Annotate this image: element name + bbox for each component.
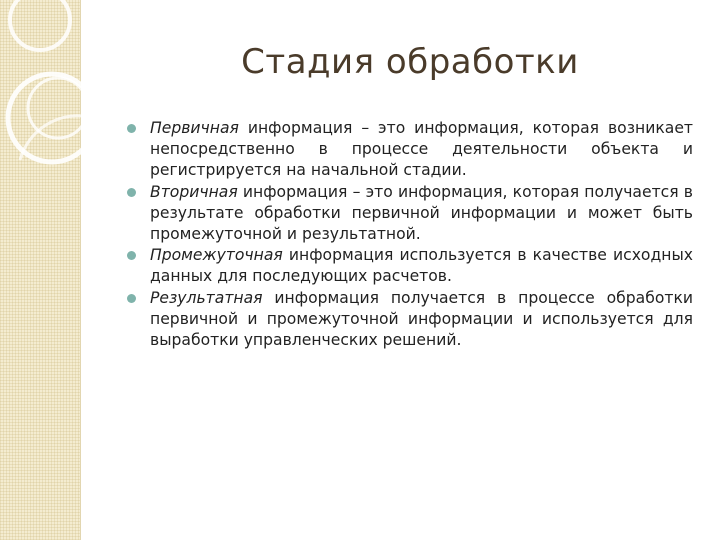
bullet-icon [127, 251, 136, 260]
bullet-term: Вторичная [150, 182, 238, 201]
bullet-text: информация используется в качестве исходных данных для последующих расчетов. [150, 246, 693, 286]
slide-title: Стадия обработки [241, 42, 579, 82]
bullet-text: информация получается в процессе обработки первичной и промежуточной информации и используется для выработки управленческих решений. [150, 288, 693, 350]
bullet-item-primary [125, 118, 693, 182]
bullet-icon [127, 294, 136, 303]
bullet-item-intermediate [125, 245, 693, 287]
bullet-item-secondary [125, 182, 693, 246]
bullet-term: Результатная [150, 288, 263, 307]
bullet-term: Первичная [150, 119, 239, 137]
bullet-term: Промежуточная [150, 246, 283, 265]
bullet-icon [127, 124, 136, 133]
bullet-list-container [125, 118, 693, 351]
bullet-text: информация – это информация, которая возникает непосредственно в процессе деятельности объекта и регистрируется на начальной стадии. [150, 119, 693, 180]
bullet-text: информация – это информация, которая получается в результате обработки первичной информации и может быть промежуточной и результатной. [150, 182, 693, 244]
bullet-icon [127, 188, 136, 197]
bullet-list [125, 118, 693, 351]
bullet-item-resulting [125, 288, 693, 352]
